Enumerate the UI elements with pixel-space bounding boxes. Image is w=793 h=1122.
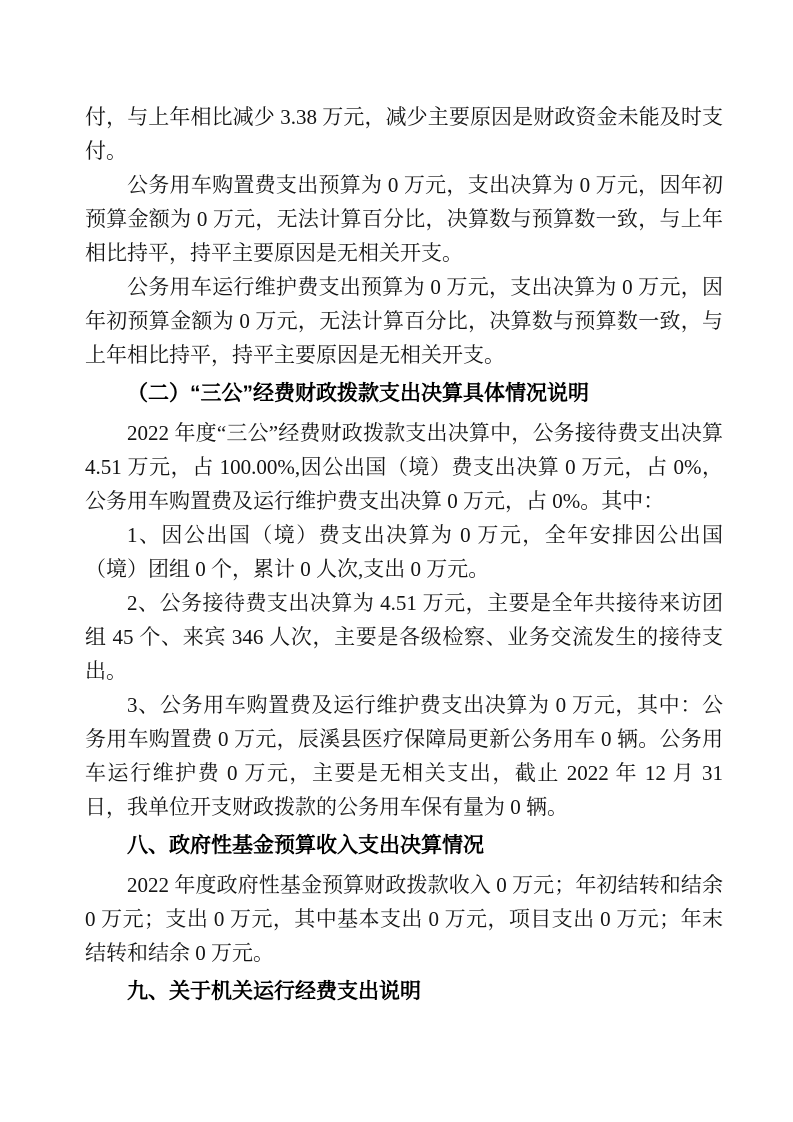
document-content [85, 100, 723, 1014]
paragraph-item-3-vehicle-expenses: 3、公务用车购置费及运行维护费支出决算为 0 万元，其中：公务用车购置费 0 万元，辰溪县医疗保障局更新公务用车 0 辆。公务用车运行维护费 0 万元，主要是无相关支出，截止 2022 年 12 月 31 日，我单位开支财政拨款的公务用车保有量为 0 辆。 [85, 693, 723, 819]
heading-section-9-agency-operating-expenses: 九、关于机关运行经费支出说明 [127, 980, 421, 1003]
paragraph-item-2-official-reception: 2、公务接待费支出决算为 4.51 万元，主要是全年共接待来访团组 45 个、来宾 346 人次，主要是各级检察、业务交流发生的接待支出。 [85, 591, 723, 683]
heading-section-8-government-fund-budget: 八、政府性基金预算收入支出决算情况 [127, 834, 484, 857]
paragraph-vehicle-maintenance-budget: 公务用车运行维护费支出预算为 0 万元，支出决算为 0 万元，因年初预算金额为 0 万元，无法计算百分比，决算数与预算数一致，与上年相比持平，持平主要原因是无相关开支。 [85, 275, 723, 367]
paragraph-three-public-funds-summary: 2022 年度“三公”经费财政拨款支出决算中，公务接待费支出决算 4.51 万元，占 100.00%,因公出国（境）费支出决算 0 万元，占 0%，公务用车购置费及运行维护费支出决算 0 万元，占 0%。其中： [85, 421, 724, 513]
paragraph-carryover-payment: 付，与上年相比减少 3.38 万元，减少主要原因是财政资金未能及时支付。 [85, 105, 723, 163]
paragraph-government-fund-budget-detail: 2022 年度政府性基金预算财政拨款收入 0 万元；年初结转和结余 0 万元；支出 0 万元，其中基本支出 0 万元，项目支出 0 万元；年末结转和结余 0 万元。 [85, 873, 723, 965]
heading-three-public-funds-details: （二）“三公”经费财政拨款支出决算具体情况说明 [127, 382, 589, 405]
paragraph-vehicle-purchase-budget: 公务用车购置费支出预算为 0 万元，支出决算为 0 万元，因年初预算金额为 0 万元，无法计算百分比，决算数与预算数一致，与上年相比持平，持平主要原因是无相关开支。 [85, 173, 723, 265]
paragraph-item-1-overseas-trips: 1、因公出国（境）费支出决算为 0 万元，全年安排因公出国（境）团组 0 个，累计 0 人次,支出 0 万元。 [85, 523, 723, 581]
